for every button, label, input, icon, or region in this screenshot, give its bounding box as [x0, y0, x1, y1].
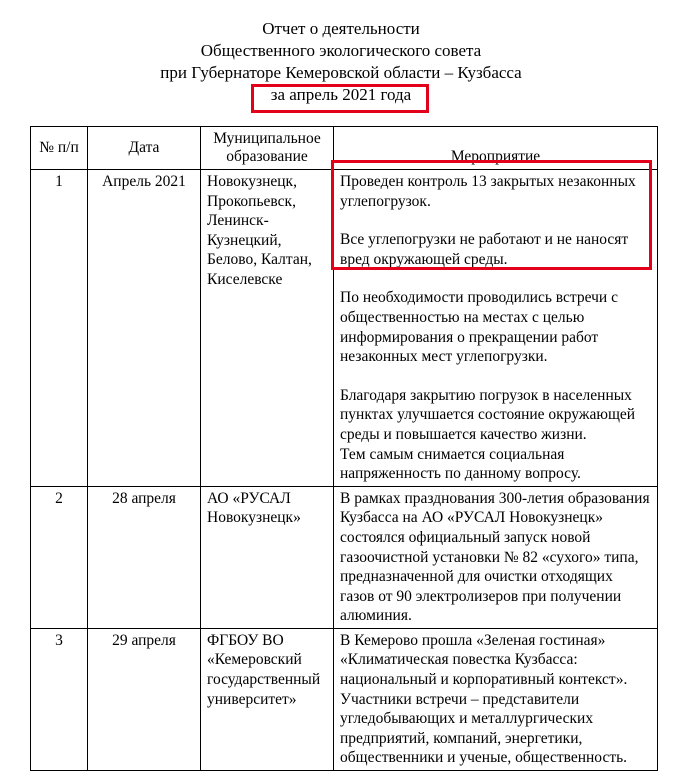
table-row — [31, 628, 658, 770]
header-date: Дата — [88, 127, 201, 170]
highlight-box-period — [251, 84, 429, 113]
header-event: Мероприятие — [334, 127, 658, 170]
header-municipality: Муниципальное образование — [201, 127, 334, 170]
header-num: № п/п — [31, 127, 88, 170]
row-event — [334, 628, 658, 770]
event-paragraph: По необходимости проводились встречи с общественностью на местах с целью информирования о прекращении работ незаконных мест углепогрузки. — [340, 289, 618, 366]
event-paragraph: Все углепогрузки не работают и не наносят вред окружающей среды. — [340, 231, 629, 268]
title-line-4: за апрель 2021 года — [270, 85, 412, 104]
row-num: 1 — [31, 170, 88, 487]
event-paragraph: Участники встречи – представители угледобывающих и металлургических предприятий, компаний, энергетики, общественники и ученые, общественность. — [340, 690, 628, 767]
row-municipality: Новокузнецк, Прокопьевск, Ленинск-Кузнецкий, Белово, Калтан, Киселевске — [201, 170, 334, 487]
row-num: 2 — [31, 486, 88, 628]
title-line-1: Отчет о деятельности — [262, 19, 420, 38]
row-date: 28 апреля — [88, 486, 201, 628]
highlight-box-control — [331, 160, 652, 270]
event-paragraph: Благодаря закрытию погрузок в населенных пунктах улучшается состояние окружающей среды и повышается качество жизни. — [340, 386, 636, 443]
row-event — [334, 486, 658, 628]
event-paragraph: Проведен контроль 13 закрытых незаконных углепогрузок. — [340, 173, 636, 210]
row-date: 29 апреля — [88, 628, 201, 770]
event-paragraph: В Кемерово прошла «Зеленая гостиная» «Климатическая повестка Кузбасса: национальный и корпоративный контекст». — [340, 631, 628, 689]
row-municipality: ФГБОУ ВО «Кемеровский государственный университет» — [201, 628, 334, 770]
title-line-3: при Губернаторе Кемеровской области – Кузбасса — [160, 63, 522, 82]
row-municipality: АО «РУСАЛ Новокузнецк» — [201, 486, 334, 628]
row-num: 3 — [31, 628, 88, 770]
row-date: Апрель 2021 — [88, 170, 201, 487]
event-paragraph: Тем самым снимается социальная напряженность по данному вопросу. — [340, 445, 581, 483]
title-line-2: Общественного экологического совета — [200, 41, 482, 60]
event-paragraph: В рамках празднования 300-летия образования Кузбасса на АО «РУСАЛ Новокузнецк» состоялся официальный запуск новой газоочистной установки № 82 «сухого» типа, предназначенной для очистки отходящих газов от 90 электролизеров при получении алюминия. — [340, 489, 650, 625]
table-row — [31, 486, 658, 628]
